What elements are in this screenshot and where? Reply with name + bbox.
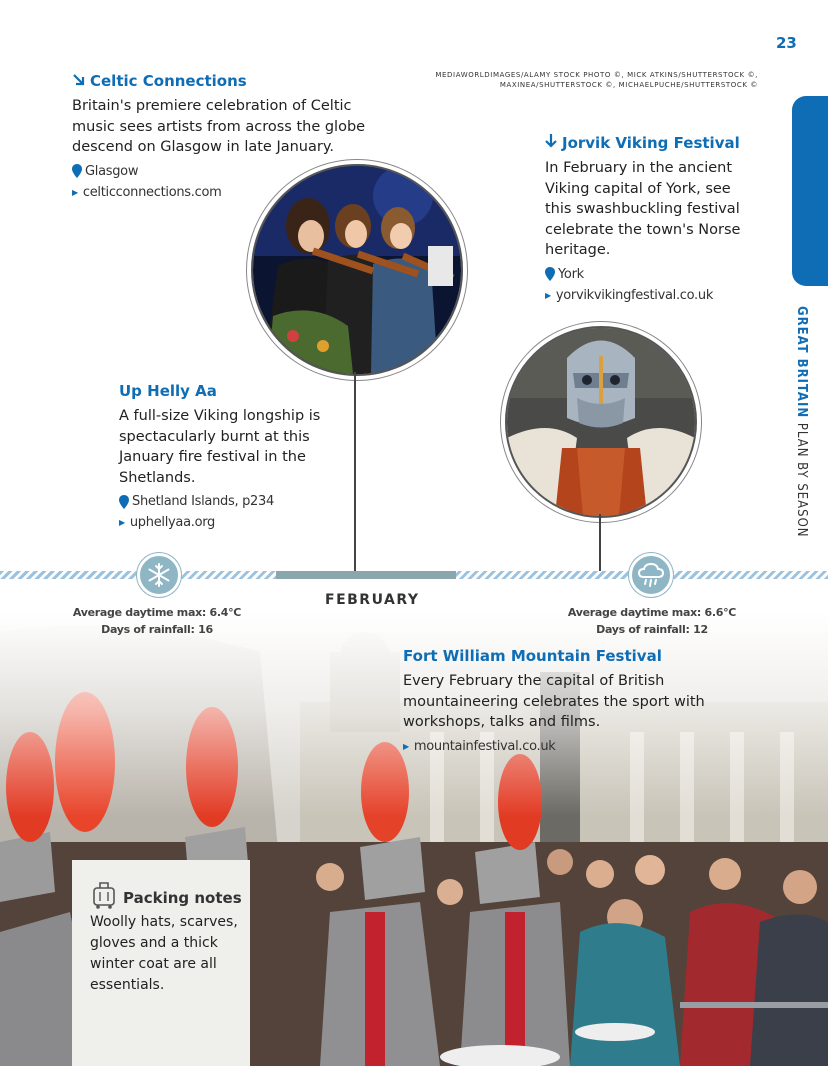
side-tab bbox=[792, 96, 828, 286]
event-title: Celtic Connections bbox=[72, 72, 372, 90]
event-location: Shetland Islands, p234 bbox=[119, 494, 339, 509]
event-description: Britain's premiere celebration of Celtic music sees artists from across the globe descend on Glasgow in late January. bbox=[72, 98, 366, 155]
event-website-link[interactable]: ▶ yorvikvikingfestival.co.uk bbox=[545, 287, 714, 303]
event-website-link[interactable]: ▶ mountainfestival.co.uk bbox=[403, 738, 556, 754]
rain-days: Days of rainfall: 16 bbox=[101, 623, 213, 636]
event-description: Every February the capital of British mountaineering celebrates the sport with workshops, talks and films. bbox=[403, 673, 705, 730]
arrow-down-right-icon bbox=[72, 72, 85, 90]
rain-cloud-icon bbox=[637, 562, 665, 588]
photo-viking-helmet bbox=[505, 326, 697, 518]
location-pin-icon bbox=[72, 164, 82, 178]
event-title: Fort William Mountain Festival bbox=[403, 647, 662, 665]
weather-badge-right bbox=[629, 553, 673, 597]
timeline-month: FEBRUARY bbox=[325, 592, 420, 608]
packing-notes-text: Woolly hats, scarves, gloves and a thick winter coat are all essentials. bbox=[90, 914, 238, 993]
link-arrow-icon: ▶ bbox=[403, 741, 409, 751]
timeline-stem bbox=[599, 514, 601, 571]
event-up-helly-aa bbox=[119, 382, 339, 530]
weather-stats-right bbox=[557, 604, 747, 638]
packing-notes-box bbox=[72, 860, 250, 1066]
weather-stats-left bbox=[62, 604, 252, 638]
rain-days: Days of rainfall: 12 bbox=[596, 623, 708, 636]
event-location: York bbox=[545, 267, 745, 282]
link-arrow-icon: ▶ bbox=[545, 290, 551, 300]
location-pin-icon bbox=[545, 267, 555, 281]
event-website-link[interactable]: ▶ uphellyaa.org bbox=[119, 515, 215, 530]
section-country: GREAT BRITAIN bbox=[794, 306, 809, 419]
avg-temp: Average daytime max: 6.4°C bbox=[72, 606, 242, 619]
avg-temp: Average daytime max: 6.6°C bbox=[567, 606, 737, 619]
suitcase-icon bbox=[90, 880, 118, 914]
snowflake-icon bbox=[146, 562, 172, 588]
arrow-down-icon bbox=[545, 134, 557, 152]
timeline-stem bbox=[354, 372, 356, 571]
page-number: 23 bbox=[776, 34, 797, 52]
event-title: Up Helly Aa bbox=[119, 382, 217, 400]
event-jorvik-viking-festival bbox=[545, 134, 745, 303]
weather-badge-left bbox=[137, 553, 181, 597]
link-arrow-icon: ▶ bbox=[72, 187, 78, 197]
event-description: In February in the ancient Viking capital of York, see this swashbuckling festival celebrate the town's Norse heritage. bbox=[545, 160, 741, 258]
timeline-current-segment bbox=[276, 571, 456, 579]
link-arrow-icon: ▶ bbox=[119, 518, 125, 527]
event-description: A full-size Viking longship is spectacularly burnt at this January fire festival in the Shetlands. bbox=[119, 408, 321, 486]
section-label bbox=[790, 306, 812, 556]
packing-notes-title: Packing notes bbox=[123, 889, 242, 907]
photo-violinists bbox=[251, 164, 463, 376]
event-location: Glasgow bbox=[72, 164, 372, 179]
section-name: PLAN BY SEASON bbox=[794, 422, 809, 538]
photo-credits: MEDIAWORLDIMAGES/ALAMY STOCK PHOTO ©, MICK ATKINS/SHUTTERSTOCK ©, MAXINEA/SHUTTERSTOCK ©, MICHAELPUCHE/SHUTTERSTOCK © bbox=[435, 71, 758, 89]
event-title: Jorvik Viking Festival bbox=[545, 134, 745, 152]
event-fort-william-mountain-festival bbox=[403, 647, 743, 754]
event-website-link[interactable]: ▶ celticconnections.com bbox=[72, 184, 222, 200]
location-pin-icon bbox=[119, 495, 129, 509]
